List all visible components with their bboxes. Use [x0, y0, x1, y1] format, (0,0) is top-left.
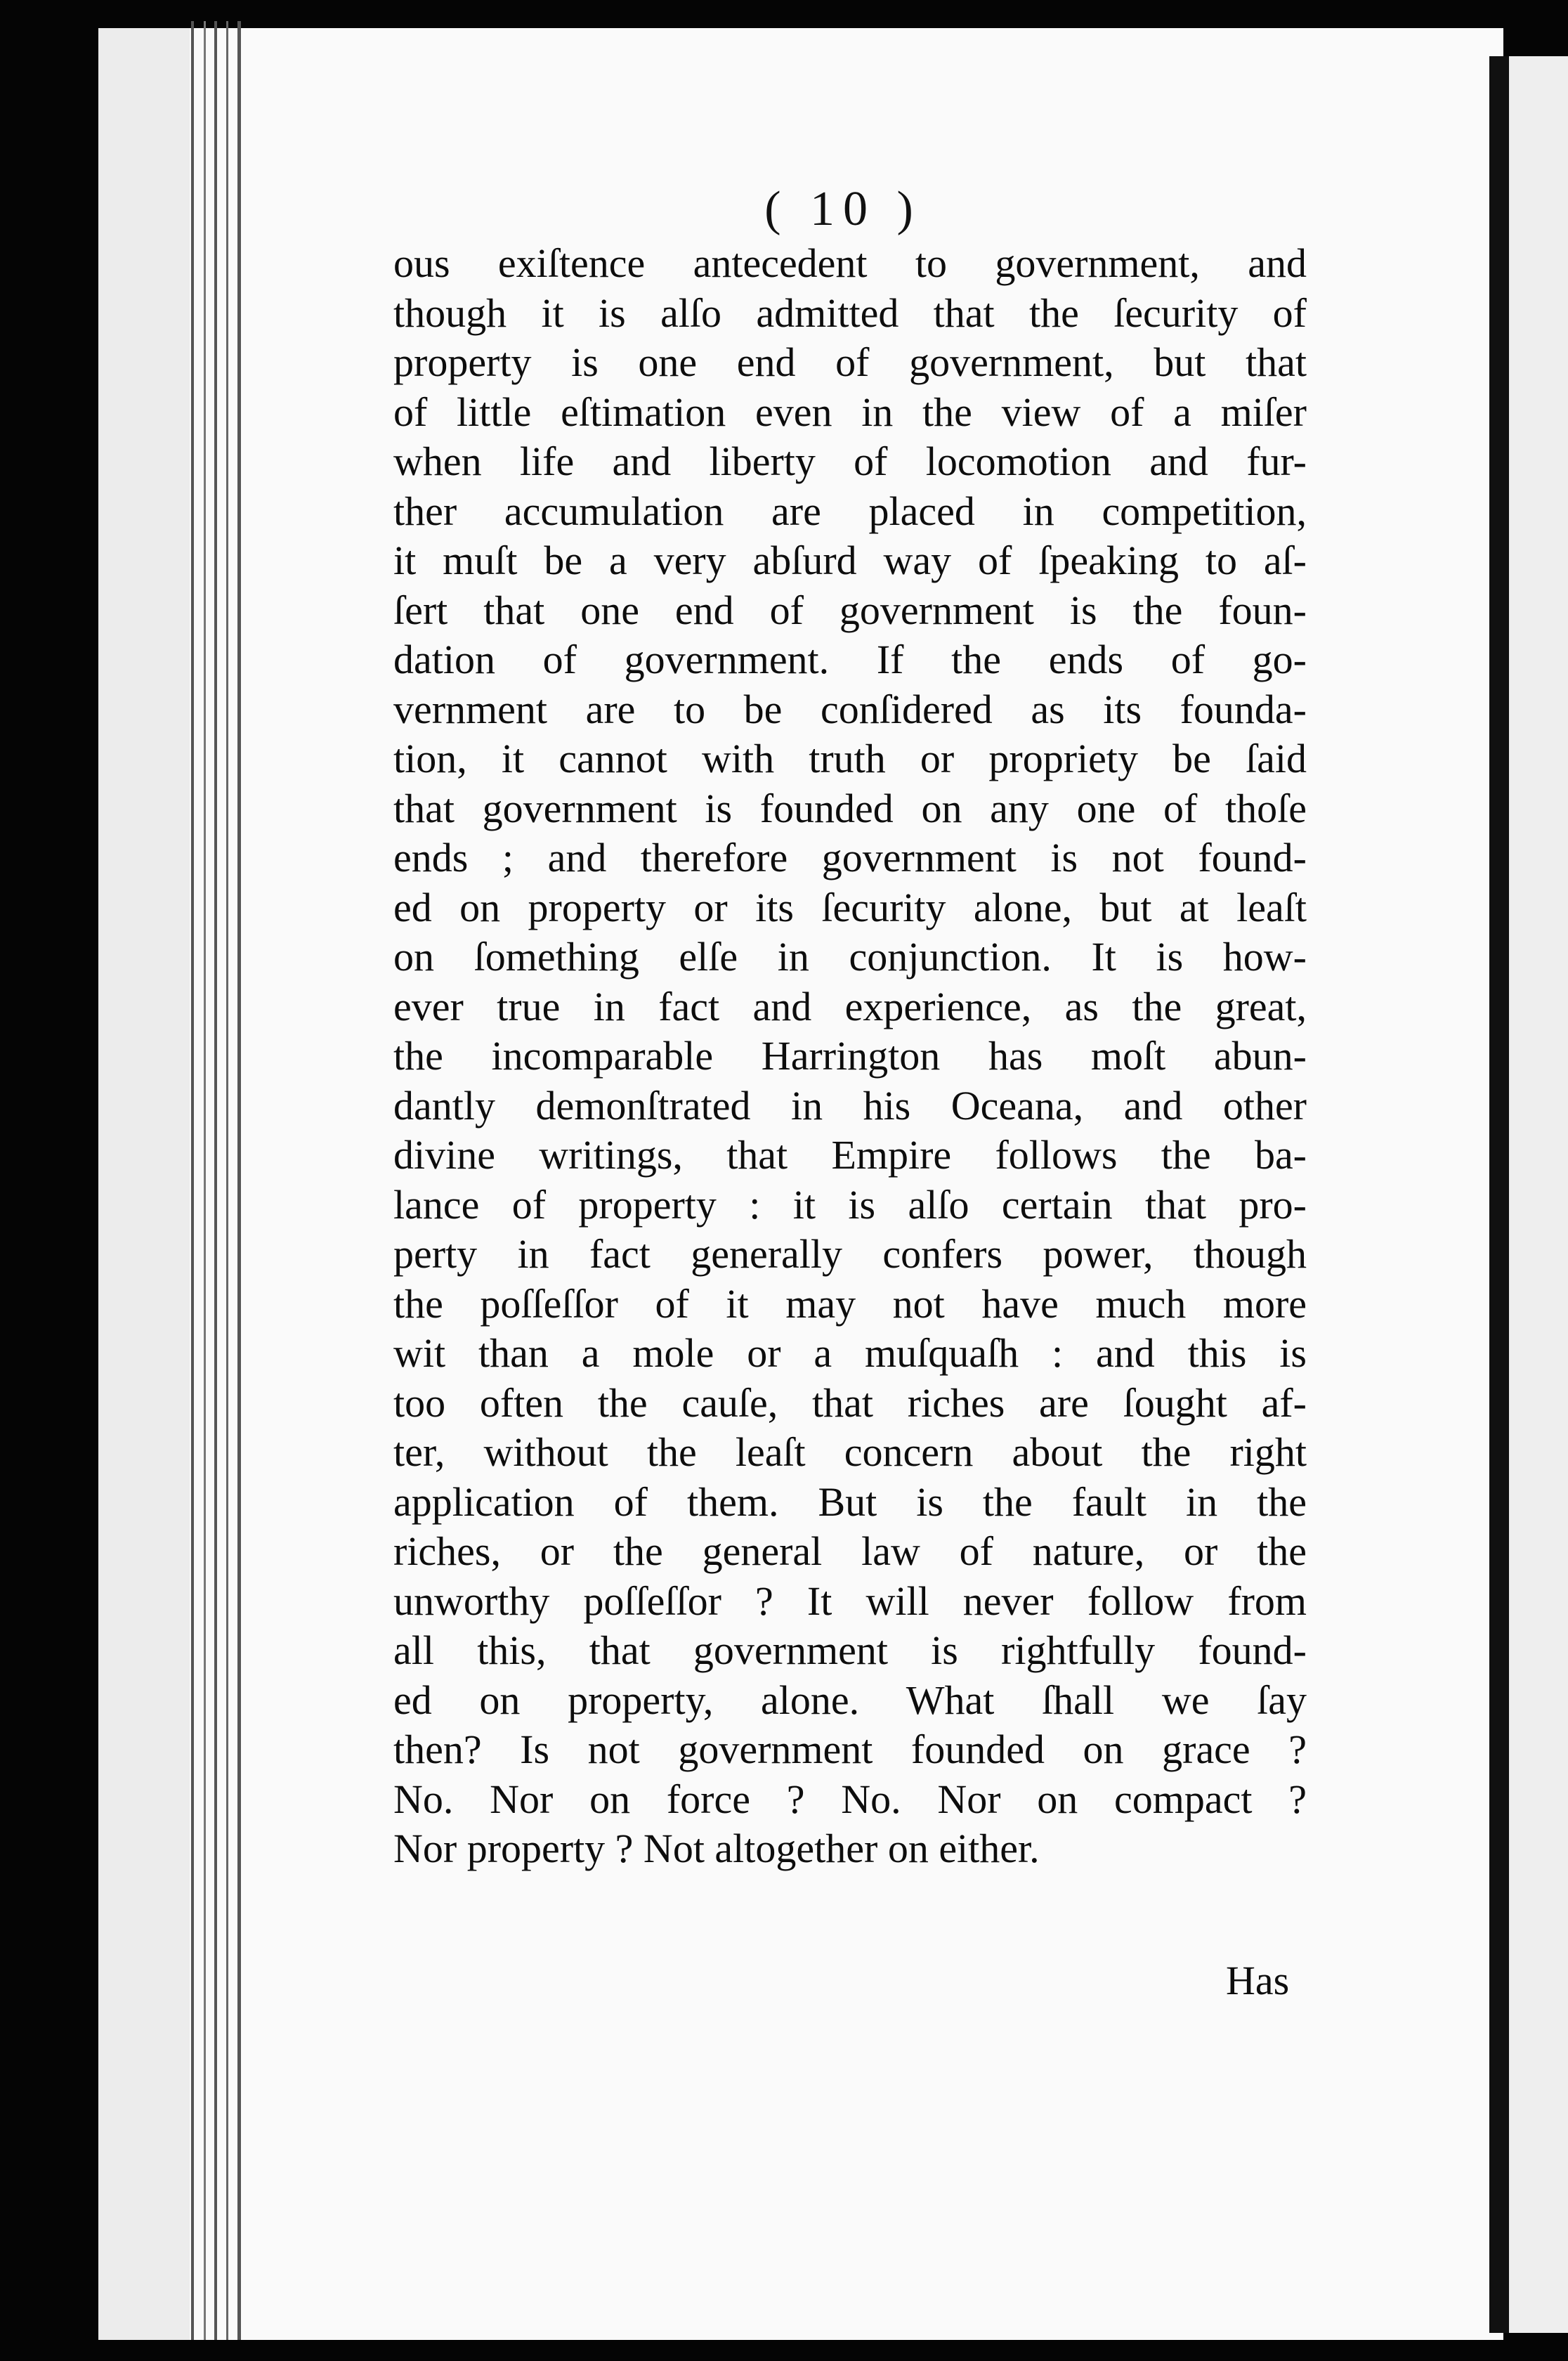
text-line: the incomparable Harrington has moſt abun-: [393, 1033, 1307, 1079]
text-line: that government is founded on any one of thoſe: [393, 785, 1307, 831]
text-line: ends ; and therefore government is not found-: [393, 835, 1307, 880]
body-text: [393, 239, 1307, 1874]
page-edge-line: [191, 21, 194, 2340]
page-number: ( 10 ): [764, 182, 922, 236]
text-line: it muſt be a very abſurd way of ſpeaking to aſ-: [393, 538, 1307, 583]
text-line: riches, or the general law of nature, or the: [393, 1528, 1307, 1574]
text-line: property is one end of government, but that: [393, 339, 1307, 385]
page-edge-line: [237, 21, 241, 2340]
text-line: dantly demonſtrated in his Oceana, and other: [393, 1082, 1307, 1129]
text-line: vernment are to be conſidered as its founda-: [393, 686, 1307, 732]
text-line: application of them. But is the fault in the: [393, 1478, 1307, 1525]
text-line: ous exiſtence antecedent to government, and: [393, 240, 1307, 286]
text-line: all this, that government is rightfully found-: [393, 1627, 1307, 1673]
text-line: when life and liberty of locomotion and fur-: [393, 438, 1307, 484]
text-line: ther accumulation are placed in competition,: [393, 488, 1307, 534]
page-edge-line: [214, 21, 217, 2340]
text-line: too often the cauſe, that riches are ſought af-: [393, 1379, 1307, 1426]
text-line: No. Nor on force ? No. Nor on compact ?: [393, 1776, 1307, 1822]
page-edge-line: [204, 21, 206, 2340]
book-gutter: [1489, 56, 1509, 2333]
text-line: ed on property or its ſecurity alone, but at leaſt: [393, 884, 1307, 930]
page-edge-line: [226, 21, 228, 2340]
text-line: tion, it cannot with truth or propriety be ſaid: [393, 736, 1307, 781]
text-line: dation of government. If the ends of go-: [393, 637, 1307, 682]
text-line: on ſomething elſe in conjunction. It is how-: [393, 934, 1307, 980]
page-fore-edge: [98, 28, 190, 2340]
text-line: divine writings, that Empire follows the ba-: [393, 1132, 1307, 1178]
text-line: though it is alſo admitted that the ſecurity of: [393, 290, 1307, 336]
text-line: then? Is not government founded on grace ?: [393, 1726, 1307, 1772]
catchword: Has: [1226, 1958, 1290, 2003]
text-line: ter, without the leaſt concern about the right: [393, 1429, 1307, 1475]
text-line: wit than a mole or a muſquaſh : and this is: [393, 1330, 1307, 1376]
text-line: the poſſeſſor of it may not have much more: [393, 1280, 1307, 1327]
text-line: unworthy poſſeſſor ? It will never follow from: [393, 1578, 1307, 1624]
facing-page-edge: [1509, 56, 1568, 2333]
text-line: lance of property : it is alſo certain that pro-: [393, 1181, 1307, 1228]
text-line: of little eſtimation even in the view of a miſer: [393, 389, 1307, 435]
text-line: perty in fact generally confers power, though: [393, 1231, 1307, 1277]
text-line: ſert that one end of government is the foun-: [393, 587, 1307, 633]
text-line: Nor property ? Not altogether on either.: [393, 1826, 1040, 1871]
text-line: ed on property, alone. What ſhall we ſay: [393, 1677, 1307, 1723]
text-line: ever true in fact and experience, as the great,: [393, 983, 1307, 1029]
